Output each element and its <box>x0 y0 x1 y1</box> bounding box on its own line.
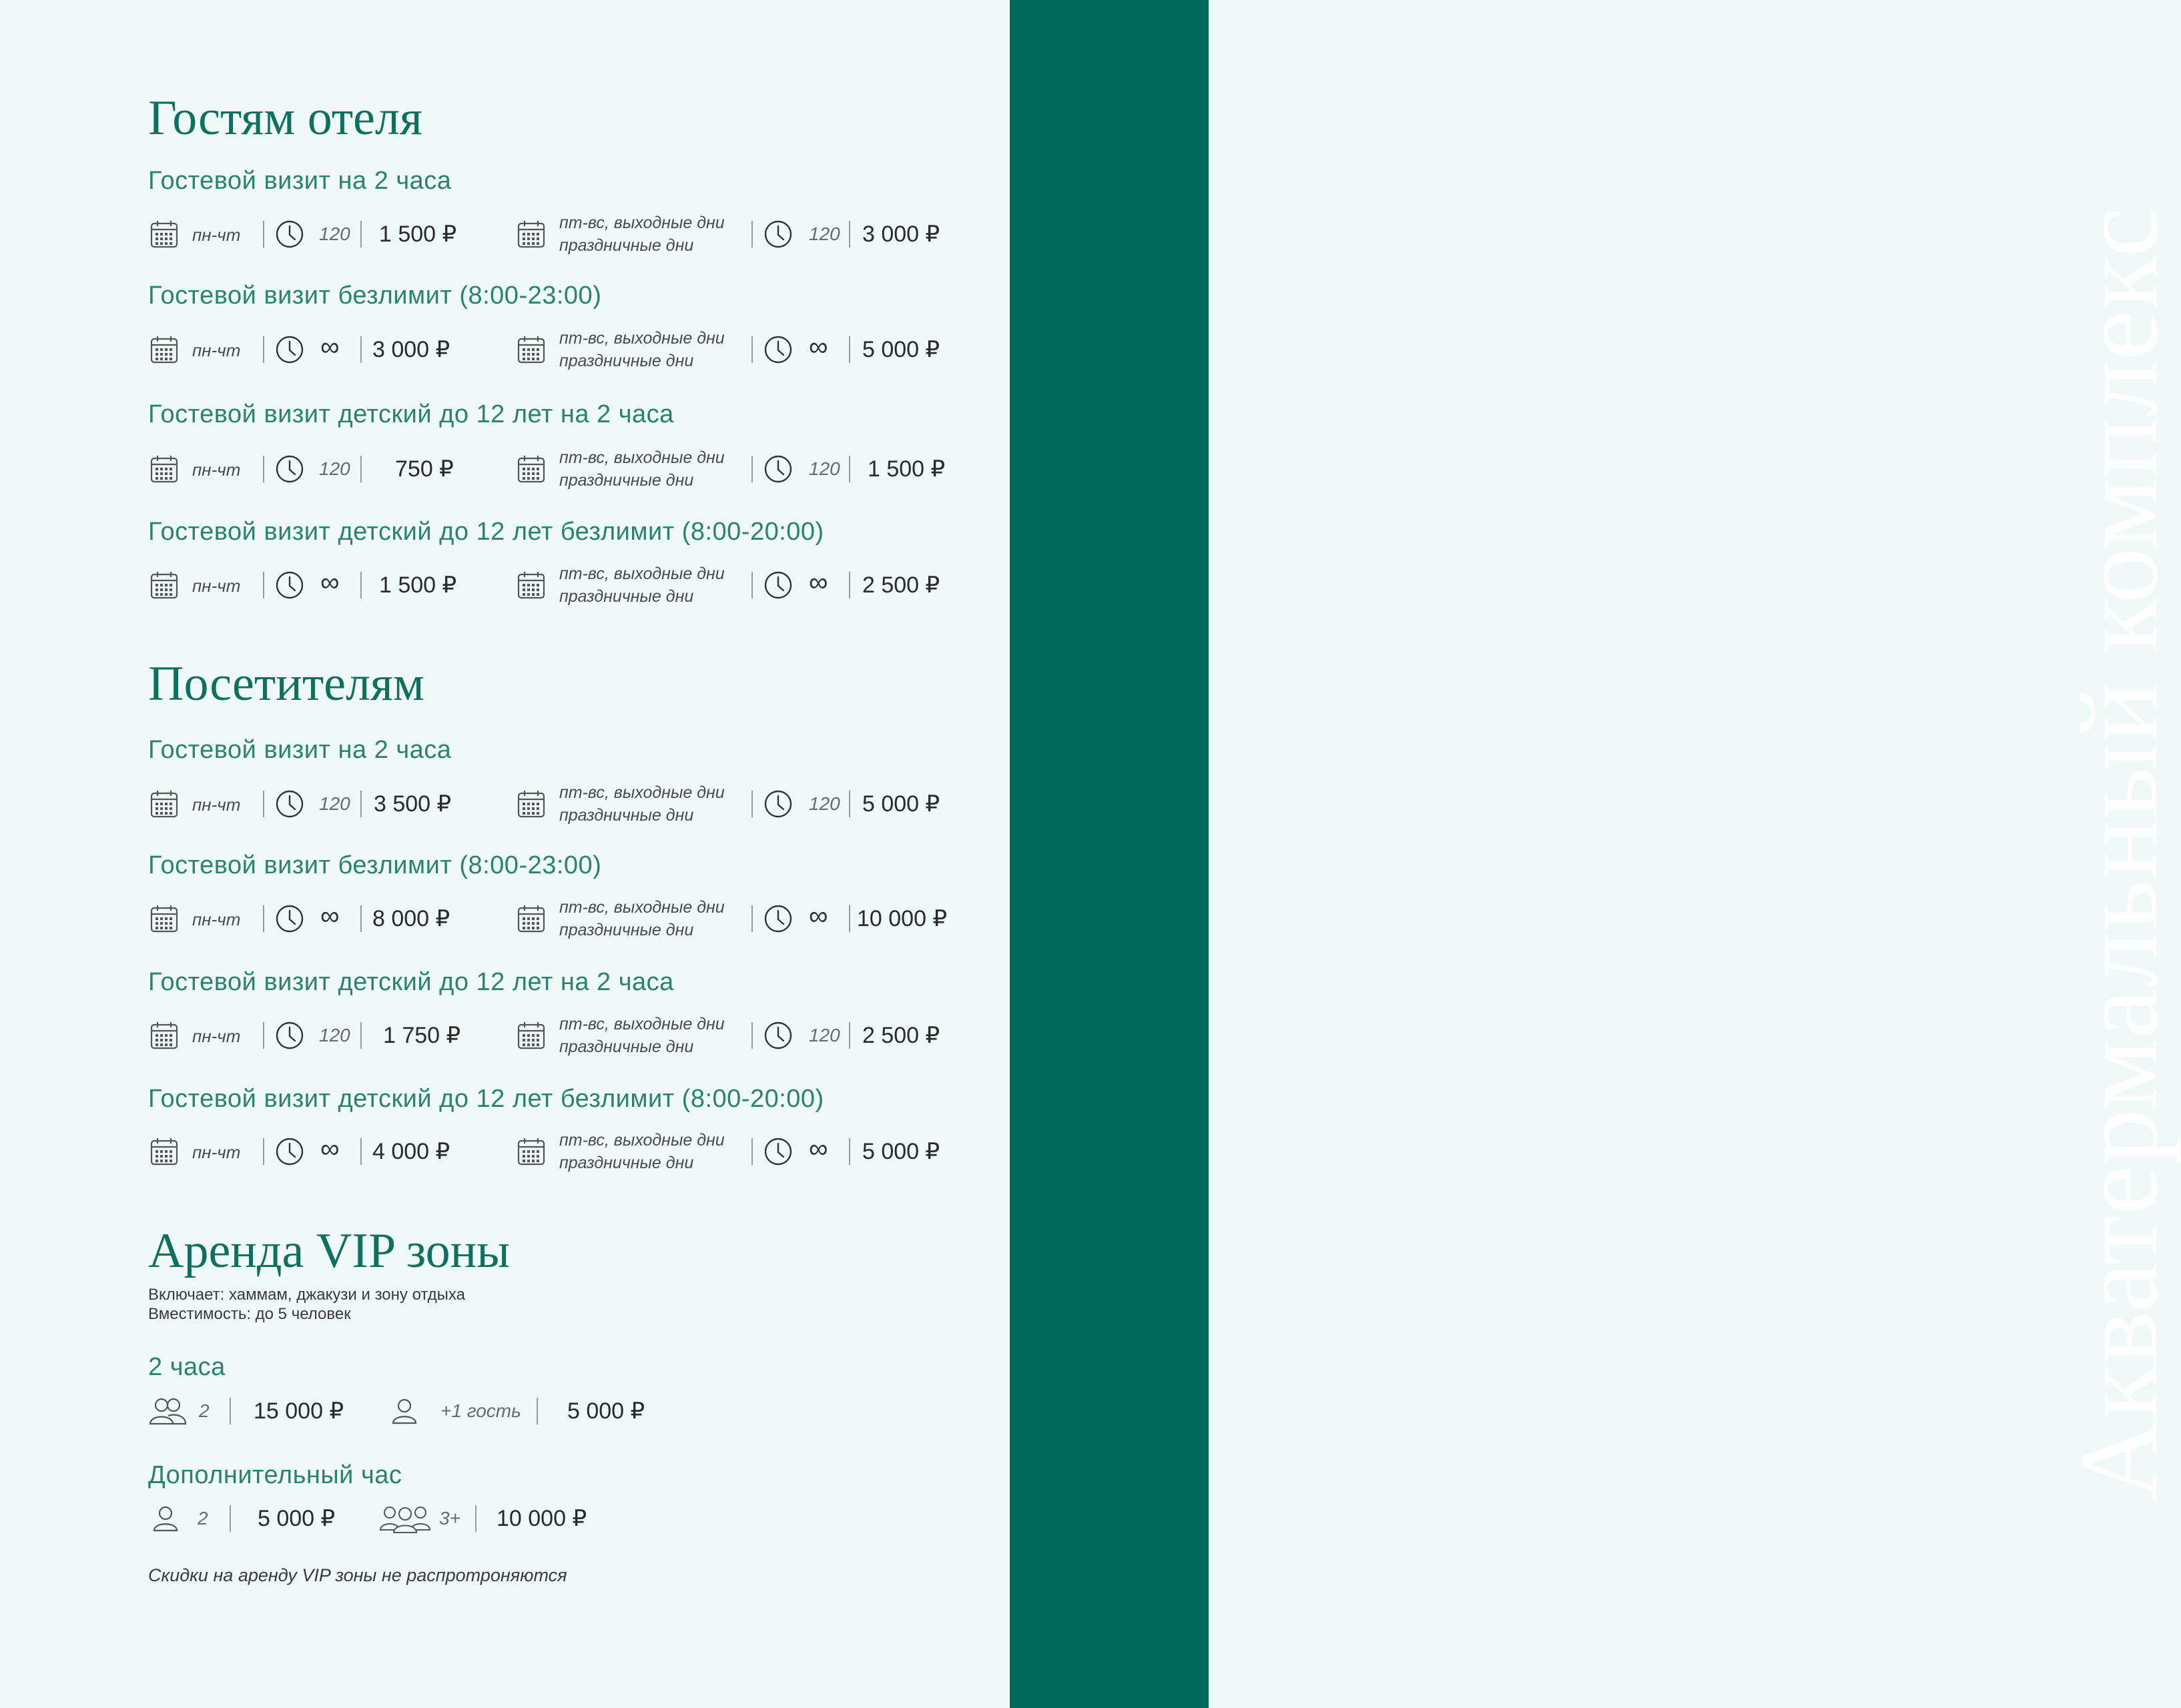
price-row <box>148 211 949 258</box>
divider <box>360 1138 362 1165</box>
calendar-icon <box>517 789 546 819</box>
divider <box>263 1138 264 1165</box>
clock-icon <box>275 570 304 600</box>
calendar-icon <box>149 454 179 484</box>
side-title: Акватермальный комплекс <box>2057 207 2181 1501</box>
divider <box>849 572 850 598</box>
weekend-label: пт-вс, выходные дни праздничные дни <box>559 448 725 490</box>
item-title: 2 часа <box>148 1353 226 1381</box>
item-title: Гостевой визит детский до 12 лет на 2 часа <box>148 968 674 996</box>
calendar-icon <box>517 335 546 364</box>
weekday-price: 1 500 ₽ <box>379 572 457 598</box>
vip-includes: Включает: хаммам, джакузи и зону отдыха <box>148 1286 465 1304</box>
calendar-icon <box>149 1137 179 1166</box>
clock-icon <box>763 1137 793 1166</box>
duration: 120 <box>809 793 840 814</box>
weekdays-label: пн-чт <box>192 1026 241 1046</box>
divider <box>263 456 264 482</box>
calendar-icon <box>517 904 546 933</box>
section-title: Посетителям <box>148 657 424 711</box>
clock-icon <box>275 454 304 484</box>
clock-icon <box>275 904 304 933</box>
clock-icon <box>763 789 793 819</box>
weekday-price: 3 000 ₽ <box>372 337 450 362</box>
infinity-icon: ∞ <box>320 901 340 931</box>
calendar-icon <box>517 1021 546 1050</box>
duration: 120 <box>319 1025 350 1045</box>
vip-row <box>148 1388 949 1434</box>
calendar-icon <box>149 220 179 249</box>
section-visitors <box>148 659 989 709</box>
duration: 120 <box>319 793 350 814</box>
infinity-icon: ∞ <box>320 332 340 362</box>
infinity-icon: ∞ <box>320 1134 340 1164</box>
clock-icon <box>763 1021 793 1050</box>
weekend-label: пт-вс, выходные дни праздничные дни <box>559 214 725 255</box>
divider <box>360 572 362 598</box>
calendar-icon <box>149 789 179 819</box>
weekend-price: 2 500 ₽ <box>862 572 940 598</box>
divider <box>263 905 264 932</box>
weekend-price: 10 000 ₽ <box>857 906 948 931</box>
calendar-icon <box>149 904 179 933</box>
item-title: Гостевой визит на 2 часа <box>148 736 452 764</box>
vip-row <box>148 1495 949 1542</box>
weekend-price: 5 000 ₽ <box>862 1139 940 1164</box>
section-title: Гостям отеля <box>148 91 422 145</box>
section-hotel-guests <box>148 93 989 143</box>
divider <box>849 456 850 482</box>
divider <box>849 336 850 363</box>
weekdays-label: пн-чт <box>192 909 241 929</box>
divider <box>751 456 753 482</box>
divider <box>537 1398 538 1424</box>
clock-icon <box>275 789 304 819</box>
weekday-price: 4 000 ₽ <box>372 1139 450 1164</box>
weekend-label: пт-вс, выходные дни праздничные дни <box>559 1131 725 1172</box>
divider <box>360 221 362 248</box>
people-count: 3+ <box>439 1508 460 1529</box>
weekend-label: пт-вс, выходные дни праздничные дни <box>559 329 725 370</box>
divider <box>230 1505 231 1532</box>
clock-icon <box>763 220 793 249</box>
infinity-icon: ∞ <box>809 1134 828 1164</box>
small-group-price: 5 000 ₽ <box>258 1506 336 1531</box>
weekend-price: 3 000 ₽ <box>862 222 940 247</box>
divider <box>751 336 753 363</box>
calendar-icon <box>517 220 546 249</box>
duration: 120 <box>319 224 350 244</box>
price-row <box>148 562 949 608</box>
weekend-label: пт-вс, выходные дни праздничные дни <box>559 564 725 606</box>
divider <box>360 905 362 932</box>
weekend-label: пт-вс, выходные дни праздничные дни <box>559 898 725 939</box>
weekday-price: 1 750 ₽ <box>383 1023 461 1048</box>
clock-icon <box>275 1137 304 1166</box>
large-group-price: 10 000 ₽ <box>497 1506 587 1531</box>
weekday-price: 750 ₽ <box>395 456 454 482</box>
divider <box>849 1022 850 1049</box>
divider <box>849 1138 850 1165</box>
infinity-icon: ∞ <box>320 568 340 597</box>
divider <box>849 905 850 932</box>
item-title: Гостевой визит безлимит (8:00-23:00) <box>148 851 602 879</box>
duration: 120 <box>319 458 350 479</box>
weekdays-label: пн-чт <box>192 795 241 815</box>
divider <box>751 572 753 598</box>
item-title: Гостевой визит детский до 12 лет безлимит (8:00-20:00) <box>148 518 824 546</box>
weekend-price: 2 500 ₽ <box>862 1023 940 1048</box>
person-icon <box>151 1504 180 1533</box>
divider <box>360 456 362 482</box>
weekdays-label: пн-чт <box>192 576 241 596</box>
group-icon <box>148 1396 188 1426</box>
divider <box>751 1138 753 1165</box>
extra-guest-label: +1 гость <box>440 1400 521 1421</box>
weekend-price: 1 500 ₽ <box>868 456 946 482</box>
divider <box>263 572 264 598</box>
divider <box>263 1022 264 1049</box>
clock-icon <box>763 904 793 933</box>
duration: 120 <box>809 458 840 479</box>
divider <box>751 791 753 817</box>
price-row <box>148 446 949 492</box>
item-title: Дополнительный час <box>148 1461 402 1489</box>
divider <box>263 221 264 248</box>
weekdays-label: пн-чт <box>192 1142 241 1162</box>
weekdays-label: пн-чт <box>192 460 241 480</box>
calendar-icon <box>149 335 179 364</box>
vip-capacity: Вместимость: до 5 человек <box>148 1305 351 1323</box>
person-icon <box>390 1396 419 1426</box>
group-price: 15 000 ₽ <box>254 1398 344 1424</box>
large-group-icon <box>379 1503 431 1534</box>
infinity-icon: ∞ <box>809 332 828 362</box>
people-count: 2 <box>198 1508 208 1529</box>
weekend-label: пт-вс, выходные дни праздничные дни <box>559 1015 725 1056</box>
weekdays-label: пн-чт <box>192 225 241 245</box>
item-title: Гостевой визит безлимит (8:00-23:00) <box>148 282 602 310</box>
divider <box>263 336 264 363</box>
item-title: Гостевой визит на 2 часа <box>148 167 452 195</box>
divider <box>263 791 264 817</box>
calendar-icon <box>149 570 179 600</box>
weekdays-label: пн-чт <box>192 340 241 360</box>
divider <box>849 791 850 817</box>
clock-icon <box>275 220 304 249</box>
side-band <box>1010 0 2181 1708</box>
weekend-price: 5 000 ₽ <box>862 337 940 362</box>
divider <box>751 1022 753 1049</box>
clock-icon <box>275 335 304 364</box>
calendar-icon <box>149 1021 179 1050</box>
divider <box>360 1022 362 1049</box>
divider <box>751 905 753 932</box>
weekday-price: 3 500 ₽ <box>374 791 452 817</box>
infinity-icon: ∞ <box>809 901 828 931</box>
divider <box>360 336 362 363</box>
weekday-price: 8 000 ₽ <box>372 906 450 931</box>
calendar-icon <box>517 1137 546 1166</box>
section-vip <box>148 1226 989 1324</box>
clock-icon <box>763 335 793 364</box>
clock-icon <box>763 454 793 484</box>
duration: 120 <box>809 224 840 244</box>
extra-guest-price: 5 000 ₽ <box>567 1398 645 1424</box>
price-row <box>148 781 949 827</box>
weekday-price: 1 500 ₽ <box>379 222 457 247</box>
calendar-icon <box>517 454 546 484</box>
divider <box>230 1398 231 1424</box>
divider <box>475 1505 477 1532</box>
duration: 120 <box>809 1025 840 1045</box>
divider <box>849 221 850 248</box>
vip-footnote: Скидки на аренду VIP зоны не распротроняются <box>148 1565 567 1585</box>
item-title: Гостевой визит детский до 12 лет на 2 часа <box>148 400 674 428</box>
price-row <box>148 895 949 942</box>
divider <box>751 221 753 248</box>
infinity-icon: ∞ <box>809 568 828 597</box>
people-count: 2 <box>199 1400 210 1421</box>
clock-icon <box>763 570 793 600</box>
calendar-icon <box>517 570 546 600</box>
section-title: Аренда VIP зоны <box>148 1224 510 1278</box>
weekend-label: пт-вс, выходные дни праздничные дни <box>559 783 725 825</box>
divider <box>360 791 362 817</box>
clock-icon <box>275 1021 304 1050</box>
price-row <box>148 1012 949 1059</box>
price-row <box>148 1128 949 1175</box>
weekend-price: 5 000 ₽ <box>862 791 940 817</box>
item-title: Гостевой визит детский до 12 лет безлимит (8:00-20:00) <box>148 1085 824 1113</box>
price-row <box>148 326 949 373</box>
